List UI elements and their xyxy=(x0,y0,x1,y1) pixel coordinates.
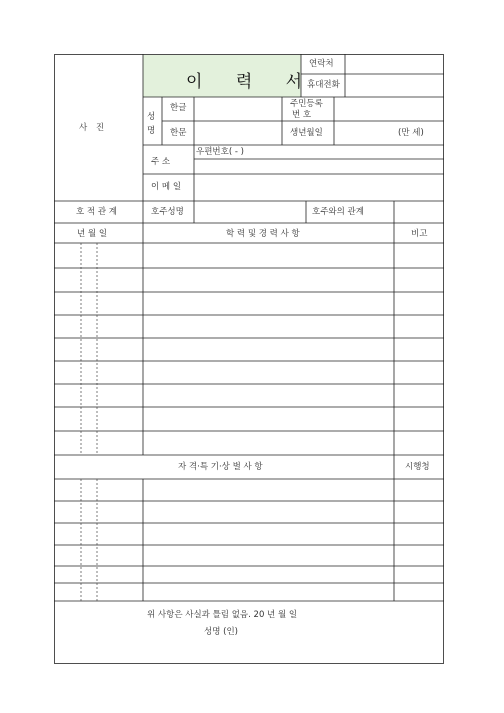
resident-number-label-2: 번 호 xyxy=(292,110,312,120)
signature-line: 성명 (인) xyxy=(204,627,238,637)
issuer-column-header: 시행청 xyxy=(405,462,430,472)
address-label: 주 소 xyxy=(151,157,171,167)
remarks-column-header: 비고 xyxy=(411,229,428,239)
contact-label: 연락처 xyxy=(309,59,334,69)
name-chinese-label: 한문 xyxy=(170,128,187,138)
head-of-household-name-label: 호주성명 xyxy=(151,207,184,217)
email-label: 이 메 일 xyxy=(151,182,182,192)
date-column-header: 년 월 일 xyxy=(77,229,108,239)
history-column-header: 학 력 및 경 력 사 항 xyxy=(226,229,300,239)
document-title: 이 력 서 xyxy=(186,72,317,92)
declaration-text: 위 사항은 사실과 틀림 없음. 20 년 월 일 xyxy=(147,610,298,620)
form-border xyxy=(55,55,444,664)
resident-number-label: 주민등록 xyxy=(290,99,323,109)
mobile-label: 휴대전화 xyxy=(307,80,340,90)
birth-date-label: 생년월일 xyxy=(290,128,323,138)
name-label: 성명 xyxy=(147,112,156,136)
license-section-header: 자 격·특 기·상 벌 사 항 xyxy=(178,462,263,472)
photo-label: 사 진 xyxy=(79,123,105,133)
age-label: (만 세) xyxy=(398,128,424,138)
name-korean-label: 한글 xyxy=(170,103,187,113)
head-of-household-relation-label: 호주와의 관계 xyxy=(312,207,364,217)
family-relation-label: 호 적 관 계 xyxy=(76,207,117,217)
zip-code-label: 우편번호( - ) xyxy=(196,147,244,157)
